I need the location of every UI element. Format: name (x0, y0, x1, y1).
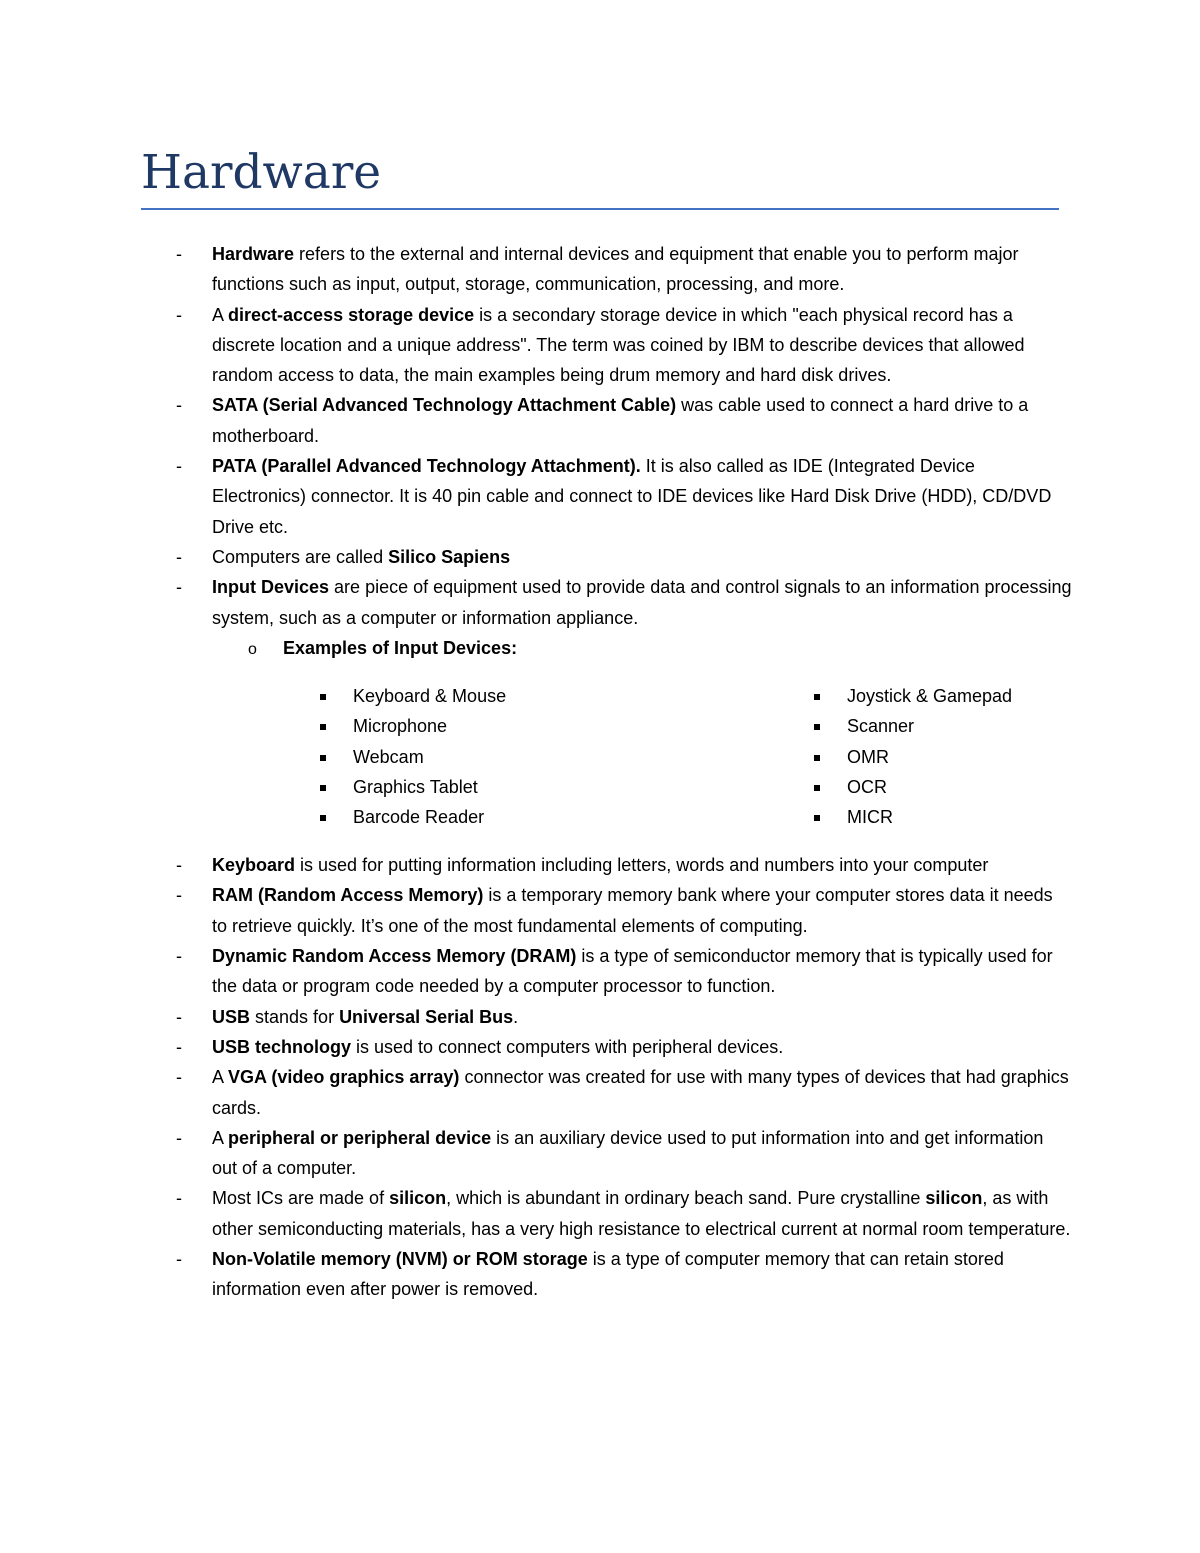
examples-columns (0, 681, 1200, 833)
bullet-item (0, 390, 1072, 451)
bullet-term: peripheral or peripheral device (228, 1127, 492, 1148)
examples-right-column (812, 681, 1200, 832)
example-item (812, 681, 1200, 711)
bullet-item (0, 300, 1072, 391)
bullet-term: Silico Sapiens (388, 546, 511, 567)
bullet-text: , which is abundant in ordinary beach sand. Pure crystalline (446, 1188, 926, 1209)
bullet-text: was cable used to connect a hard drive to a motherboard. (212, 395, 1029, 446)
dash-bullet-icon: - (176, 885, 182, 906)
bullet-text: A (212, 1067, 229, 1088)
dash-bullet-icon: - (176, 1127, 182, 1148)
square-bullet-icon (320, 815, 326, 821)
examples-heading (0, 633, 1200, 663)
bullet-text: is a temporary memory bank where your computer stores data it needs to retrieve quickly. It’s one of the most fundamental elements of computing. (212, 885, 1053, 936)
examples-heading-text: Examples of Input Devices: (283, 637, 518, 658)
bullet-term: RAM (Random Access Memory) (212, 885, 484, 906)
example-label: Keyboard & Mouse (353, 686, 507, 707)
bullet-text: is a type of computer memory that can retain stored information even after power is removed. (212, 1249, 1004, 1300)
circle-bullet-icon: o (248, 640, 257, 658)
example-label: Scanner (847, 716, 915, 737)
bullet-term: PATA (Parallel Advanced Technology Attachment). (212, 456, 641, 477)
dash-bullet-icon: - (176, 1249, 182, 1270)
example-label: MICR (847, 807, 893, 828)
example-item (812, 802, 1200, 832)
square-bullet-icon (320, 785, 326, 791)
square-bullet-icon (320, 755, 326, 761)
bullet-text: is a secondary storage device in which "each physical record has a discrete location and a unique address". The term was coined by IBM to describe devices that allowed random access to data, the main examples being drum memory and hard disk drives. (212, 304, 1025, 386)
bullet-text: It is also called as IDE (Integrated Device Electronics) connector. It is 40 pin cable and connect to IDE devices like Hard Disk Drive (HDD), CD/DVD Drive etc. (212, 456, 1052, 537)
bullet-text: is used for putting information including letters, words and numbers into your computer (295, 855, 989, 876)
bullet-term: Hardware (212, 244, 295, 264)
bullet-text: stands for (250, 1006, 340, 1027)
bullet-text: refers to the external and internal devices and equipment that enable you to perform major functions such as input, output, storage, communication, processing, and more. (212, 244, 1019, 295)
bullet-term: Input Devices (212, 577, 330, 598)
square-bullet-icon (814, 755, 820, 761)
dash-bullet-icon: - (176, 1188, 182, 1209)
bullet-term: USB (212, 1006, 251, 1027)
bullet-text: connector was created for use with many types of devices that had graphics cards. (212, 1067, 1069, 1118)
bullet-term: Keyboard (212, 855, 296, 876)
dash-bullet-icon: - (176, 304, 182, 325)
bullet-term: SATA (Serial Advanced Technology Attachment Cable) (212, 395, 677, 416)
title-underline (141, 208, 1059, 210)
bullet-item (0, 1183, 1072, 1244)
square-bullet-icon (320, 694, 326, 700)
bullet-text: A (212, 1127, 229, 1148)
example-label: Microphone (353, 716, 448, 737)
example-label: Joystick & Gamepad (847, 686, 1013, 707)
bullet-term: VGA (video graphics array) (228, 1067, 460, 1088)
dash-bullet-icon: - (176, 244, 182, 264)
bullet-term: silicon (389, 1188, 447, 1209)
bullet-term: USB technology (212, 1036, 352, 1057)
bullet-text: are piece of equipment used to provide data and control signals to an information processing system, such as a computer or information appliance. (212, 577, 1072, 628)
square-bullet-icon (320, 724, 326, 730)
bullet-item (0, 1062, 1072, 1123)
square-bullet-icon (814, 815, 820, 821)
bullet-group-1 (0, 239, 1200, 633)
bullet-item (0, 239, 1072, 300)
bullet-item (0, 1244, 1072, 1305)
bullet-term: Universal Serial Bus (339, 1006, 514, 1027)
bullet-item (0, 542, 1072, 572)
bullet-text: Computers are called (212, 546, 389, 567)
dash-bullet-icon: - (176, 456, 182, 477)
page-title: Hardware (141, 145, 382, 200)
example-label: OCR (847, 777, 887, 798)
bullet-text: is a type of semiconductor memory that is typically used for the data or program code needed by a computer processor to function. (212, 946, 1053, 997)
dash-bullet-icon: - (176, 855, 182, 876)
bullet-text: Most ICs are made of (212, 1188, 390, 1209)
example-label: Graphics Tablet (353, 777, 478, 798)
dash-bullet-icon: - (176, 1006, 182, 1027)
example-item (812, 742, 1200, 772)
bullet-term: direct-access storage device (228, 304, 475, 325)
bullet-item (0, 1123, 1072, 1184)
bullet-item (0, 451, 1072, 542)
dash-bullet-icon: - (176, 1067, 182, 1088)
dash-bullet-icon: - (176, 395, 182, 416)
example-item (318, 802, 718, 832)
dash-bullet-icon: - (176, 577, 182, 598)
square-bullet-icon (814, 694, 820, 700)
dash-bullet-icon: - (176, 946, 182, 967)
bullet-text: . (513, 1006, 519, 1027)
example-label: OMR (847, 746, 889, 767)
example-item (318, 711, 718, 741)
bullet-term: Dynamic Random Access Memory (DRAM) (212, 946, 577, 967)
example-label: Webcam (353, 746, 424, 767)
bullet-term: silicon (925, 1188, 983, 1209)
bullet-item (0, 1032, 1072, 1062)
example-item (318, 681, 718, 711)
bullet-item (0, 850, 1072, 880)
bullet-item (0, 572, 1072, 633)
bullet-item (0, 880, 1072, 941)
bullet-text: , as with other semiconducting materials, has a very high resistance to electrical current at normal room temperature. (212, 1188, 1071, 1239)
bullet-text: is an auxiliary device used to put information into and get information out of a computer. (212, 1127, 1044, 1179)
bullet-text: is used to connect computers with peripheral devices. (351, 1036, 784, 1057)
dash-bullet-icon: - (176, 1036, 182, 1057)
square-bullet-icon (814, 724, 820, 730)
bullet-list (0, 239, 1200, 1305)
example-label: Barcode Reader (353, 807, 485, 828)
examples-left-column (318, 681, 718, 832)
bullet-item (0, 941, 1072, 1002)
bullet-group-2 (0, 850, 1200, 1304)
example-item (318, 742, 718, 772)
example-item (812, 711, 1200, 741)
bullet-term: Non-Volatile memory (NVM) or ROM storage (212, 1249, 588, 1270)
example-item (318, 772, 718, 802)
example-item (812, 772, 1200, 802)
square-bullet-icon (814, 785, 820, 791)
bullet-text: A (212, 304, 229, 325)
bullet-item (0, 1002, 1072, 1032)
dash-bullet-icon: - (176, 546, 182, 567)
